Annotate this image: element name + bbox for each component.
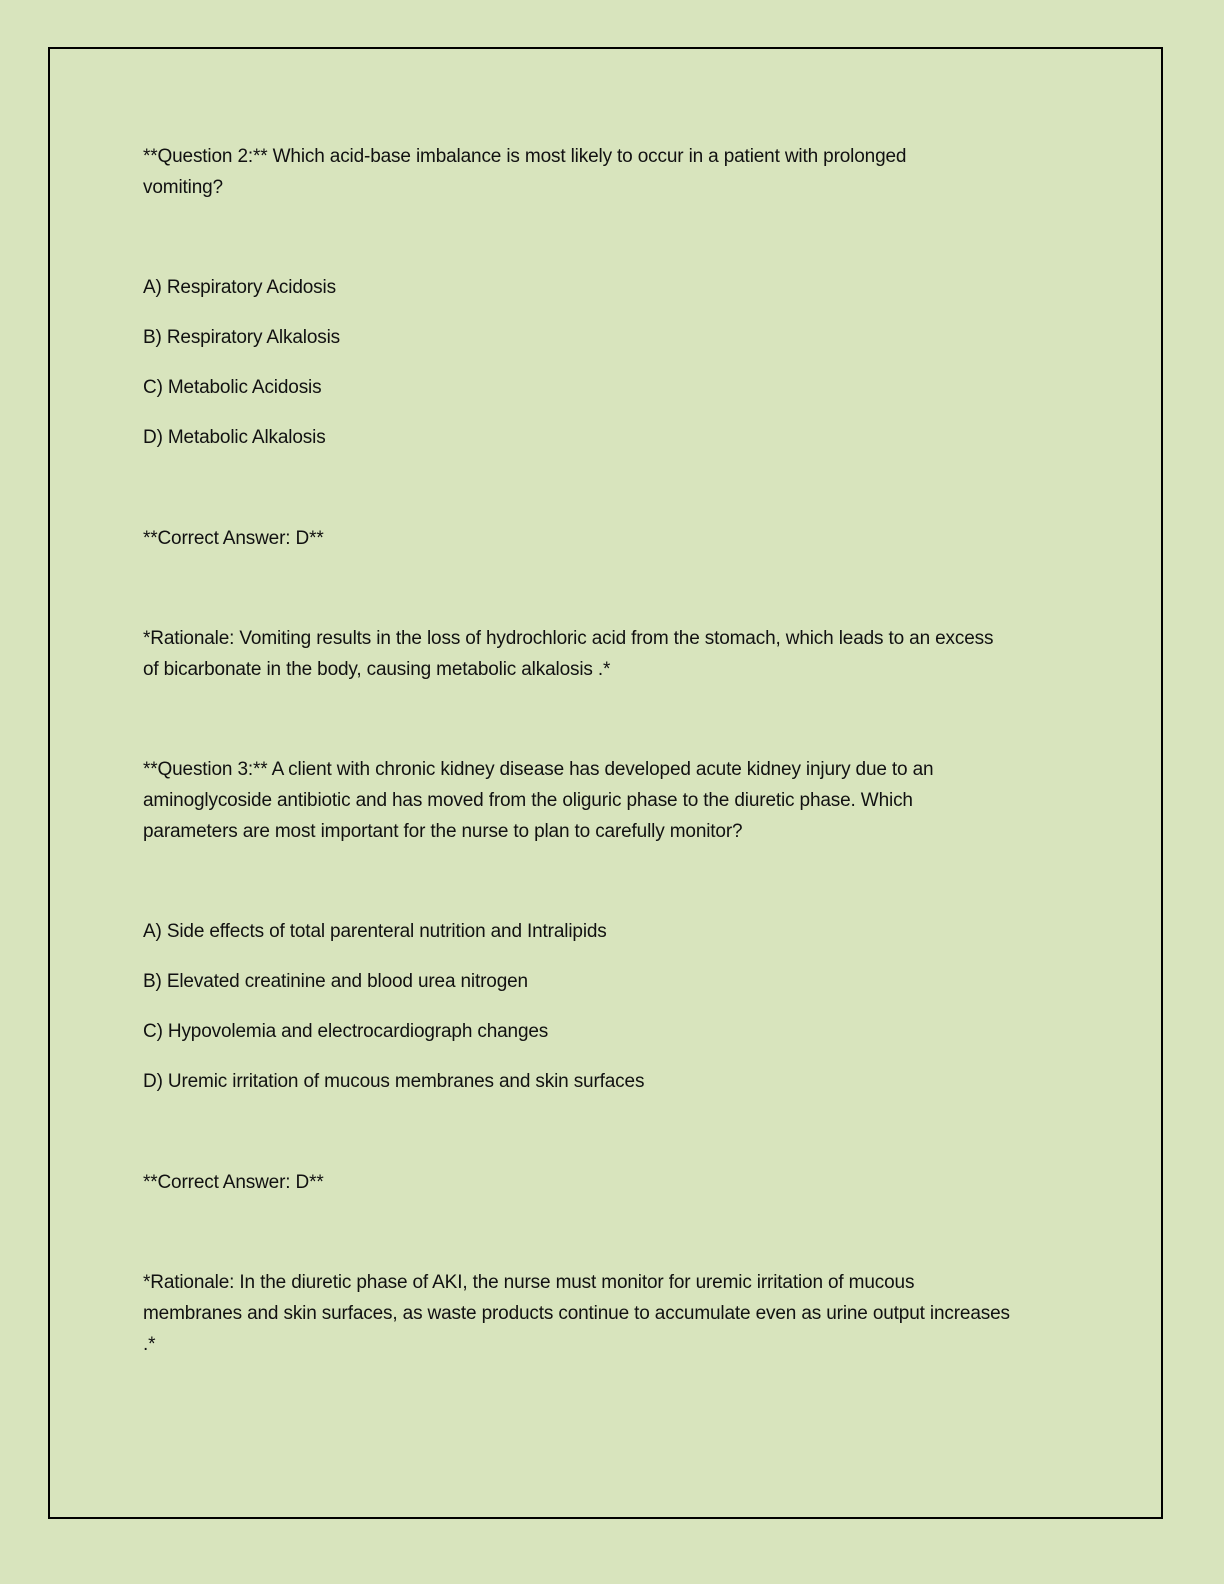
option-c: C) Metabolic Acidosis [143, 377, 322, 398]
rationale: *Rationale: Vomiting results in the loss of hydrochloric acid from the stomach, which leads to an excess of bicarbonate in the body, causing metabolic alkalosis .* [143, 628, 994, 680]
correct-answer: **Correct Answer: D** [143, 528, 324, 549]
option-c: C) Hypovolemia and electrocardiograph changes [143, 1021, 549, 1042]
option-d: D) Uremic irritation of mucous membranes and skin surfaces [143, 1071, 645, 1092]
option-list [143, 272, 1073, 472]
option-a: A) Side effects of total parenteral nutrition and Intralipids [143, 921, 607, 942]
document-content [143, 141, 1073, 1360]
option-b: B) Elevated creatinine and blood urea nitrogen [143, 971, 528, 992]
option-d: D) Metabolic Alkalosis [143, 427, 326, 448]
correct-answer: **Correct Answer: D** [143, 1172, 324, 1193]
question-text: **Question 2:** Which acid-base imbalance is most likely to occur in a patient with prolonged vomiting? [143, 146, 907, 198]
question-block [143, 754, 1073, 1360]
question-text: **Question 3:** A client with chronic kidney disease has developed acute kidney injury due to an aminoglycoside antibiotic and has moved from the oliguric phase to the diuretic phase. Which parameters are most important for the nurse to plan to carefully monitor? [143, 759, 934, 842]
option-list [143, 916, 1073, 1116]
option-b: B) Respiratory Alkalosis [143, 327, 341, 348]
rationale: *Rationale: In the diuretic phase of AKI, the nurse must monitor for uremic irritation of mucous membranes and skin surfaces, as waste products continue to accumulate even as urine output increases .* [143, 1272, 1010, 1355]
question-block [143, 141, 1073, 685]
option-a: A) Respiratory Acidosis [143, 277, 336, 298]
